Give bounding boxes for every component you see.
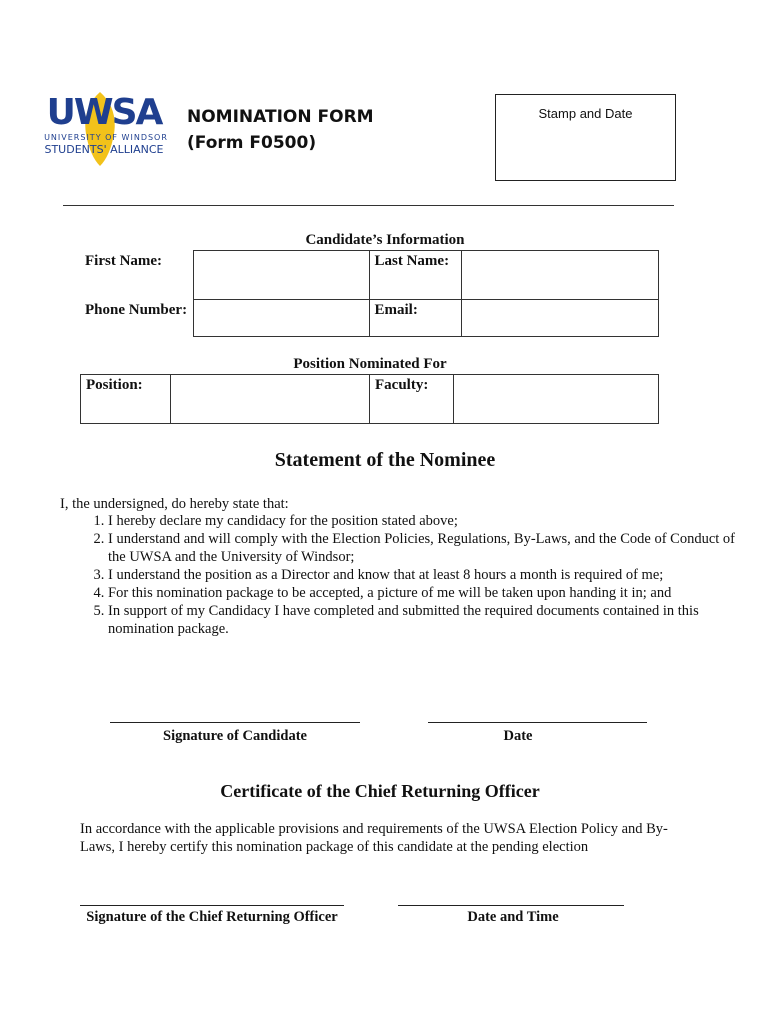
statement-title: Statement of the Nominee [274,449,496,471]
uwsa-logo-graphic [40,90,172,168]
logo-line2: STUDENTS' ALLIANCE [44,143,164,156]
form-title-block [187,104,374,156]
logo-wordmark: UWSA [46,92,162,133]
first-name-field[interactable] [193,251,369,300]
candidate-date-line[interactable] [428,722,647,723]
declaration-list [60,512,738,638]
last-name-field[interactable] [461,251,659,300]
header-divider [63,205,674,206]
first-name-label: First Name: [80,251,193,300]
faculty-label: Faculty: [370,375,454,424]
email-label: Email: [369,300,461,337]
declaration-item: 3. I understand the position as a Director and know that at least 8 hours a month is required of me; [108,566,738,584]
declaration-item: 4. For this nomination package to be accepted, a picture of me will be taken upon handing it in; and [108,584,738,602]
form-title: NOMINATION FORM [187,107,374,127]
declaration-item: 2. I understand and will comply with the Election Policies, Regulations, By-Laws, and the Code of Conduct of the UWSA and the University of Windsor; [108,530,738,566]
cro-signature-label: Signature of the Chief Returning Officer [86,909,338,925]
form-number: (Form F0500) [187,133,317,153]
stamp-label: Stamp and Date [538,106,633,121]
cro-date-line[interactable] [398,905,624,906]
uwsa-logo [40,90,172,168]
phone-label: Phone Number: [80,300,193,337]
candidate-signature-line[interactable] [110,722,360,723]
faculty-field[interactable] [454,375,659,424]
candidate-signature-label: Signature of Candidate [163,728,307,744]
statement-intro: I, the undersigned, do hereby state that: [60,496,289,512]
candidate-date-label: Date [503,728,533,744]
position-table [80,374,659,424]
last-name-label: Last Name: [369,251,461,300]
position-heading: Position Nominated For [293,356,447,372]
certificate-text: In accordance with the applicable provisions and requirements of the UWSA Election Policy and By-Laws, I hereby certify this nomination package of this candidate at the pending election [80,821,668,855]
position-field[interactable] [171,375,370,424]
email-field[interactable] [461,300,659,337]
position-label: Position: [81,375,171,424]
declaration-item: 1. I hereby declare my candidacy for the position stated above; [108,512,738,530]
certificate-title: Certificate of the Chief Returning Officer [220,781,540,801]
candidate-info-heading: Candidate’s Information [305,232,465,248]
stamp-and-date-box [495,94,676,181]
candidate-info-table [80,250,659,337]
cro-signature-line[interactable] [80,905,344,906]
phone-field[interactable] [193,300,369,337]
declaration-item: 5. In support of my Candidacy I have completed and submitted the required documents contained in this nomination package. [108,602,738,638]
logo-line1: UNIVERSITY OF WINDSOR [44,133,168,142]
cro-date-label: Date and Time [467,909,559,925]
